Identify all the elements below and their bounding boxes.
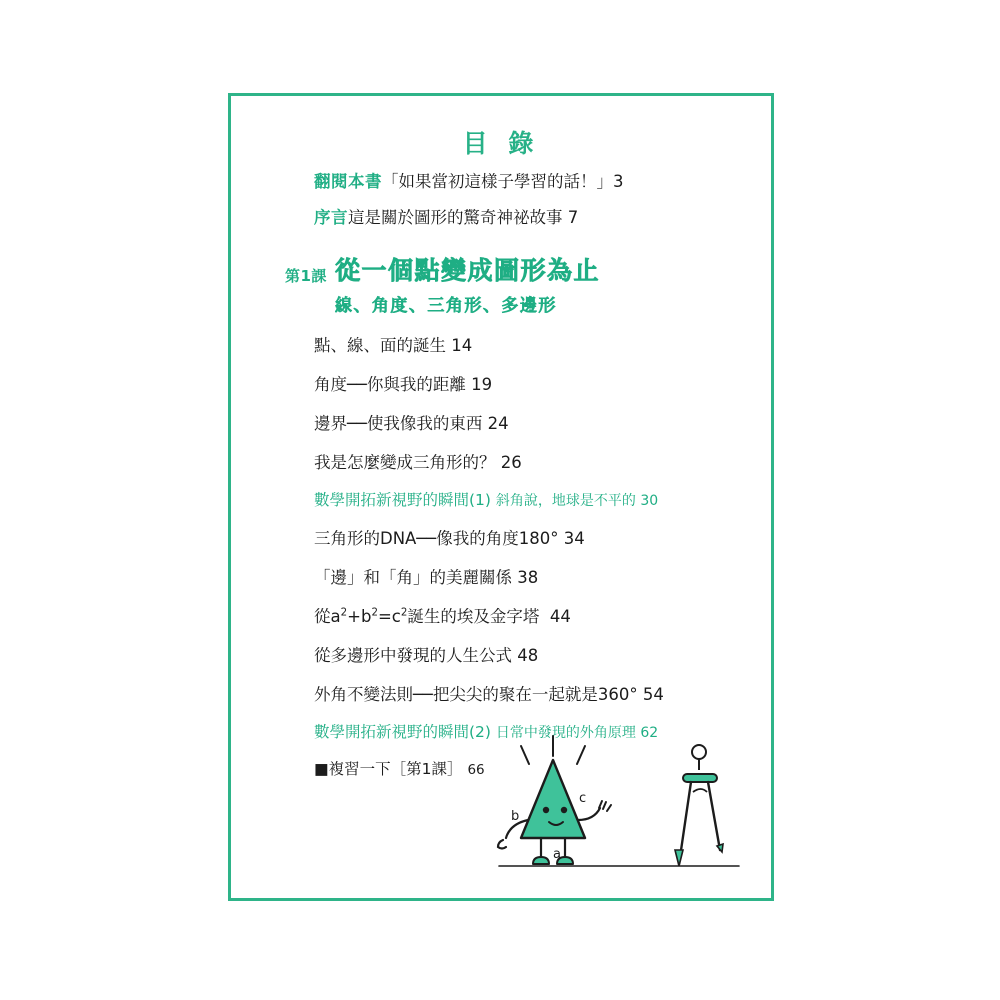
entry-text: 這是關於圖形的驚奇神祕故事 7: [348, 208, 579, 228]
chapter-title: 從一個點變成圖形為止: [334, 255, 600, 285]
page-border-frame: [228, 93, 774, 901]
section-item: 從多邊形中發現的人生公式 48: [314, 645, 539, 665]
section-item: 「邊」和「角」的美麗關係 38: [314, 567, 539, 587]
section-item: 三角形的DNA──像我的角度180° 34: [314, 528, 585, 548]
section-item: 點、線、面的誕生 14: [314, 335, 473, 355]
svg-text:c: c: [579, 791, 587, 806]
illustration-triangle-character-and-compass: [481, 734, 761, 884]
special-head: 數學開拓新視野的瞬間(1): [314, 490, 491, 509]
svg-text:a: a: [553, 847, 561, 862]
page-title: 目 錄: [462, 129, 540, 158]
front-matter-entry-1: [231, 207, 771, 229]
svg-text:b: b: [511, 809, 520, 824]
special-body: 斜角說，地球是不平的 30: [495, 492, 659, 509]
special-head: 數學開拓新視野的瞬間(2): [314, 722, 491, 741]
section-item: 我是怎麼變成三角形的？ 26: [314, 452, 522, 472]
chapter-heading: [231, 256, 771, 316]
toc-entries: [231, 171, 771, 794]
chapter-number: 第1課: [285, 266, 327, 285]
chapter-subtitle: 線、角度、三角形、多邊形: [334, 295, 557, 316]
entry-tag: 翻閱本書: [314, 172, 382, 191]
review-label: ■複習一下［第1課］: [314, 759, 463, 778]
entry-text: 「如果當初這樣子學習的話！」3: [382, 172, 624, 191]
section-item: 邊界──使我像我的東西 24: [314, 413, 509, 433]
review-page: 66: [467, 761, 485, 778]
front-matter-entry-0: [231, 171, 771, 193]
section-item-special: [314, 488, 771, 510]
section-item: 外角不變法則──把尖尖的聚在一起就是360° 54: [314, 684, 664, 704]
section-item: 角度──你與我的距離 19: [314, 374, 493, 394]
special-body: 日常中發現的外角原理 62: [495, 724, 659, 741]
entry-tag: 序言: [314, 208, 348, 228]
section-item-formula: 從$a^2+b^2=c^2$誕生的埃及金字塔 44: [314, 606, 571, 626]
section-list: [231, 332, 771, 779]
